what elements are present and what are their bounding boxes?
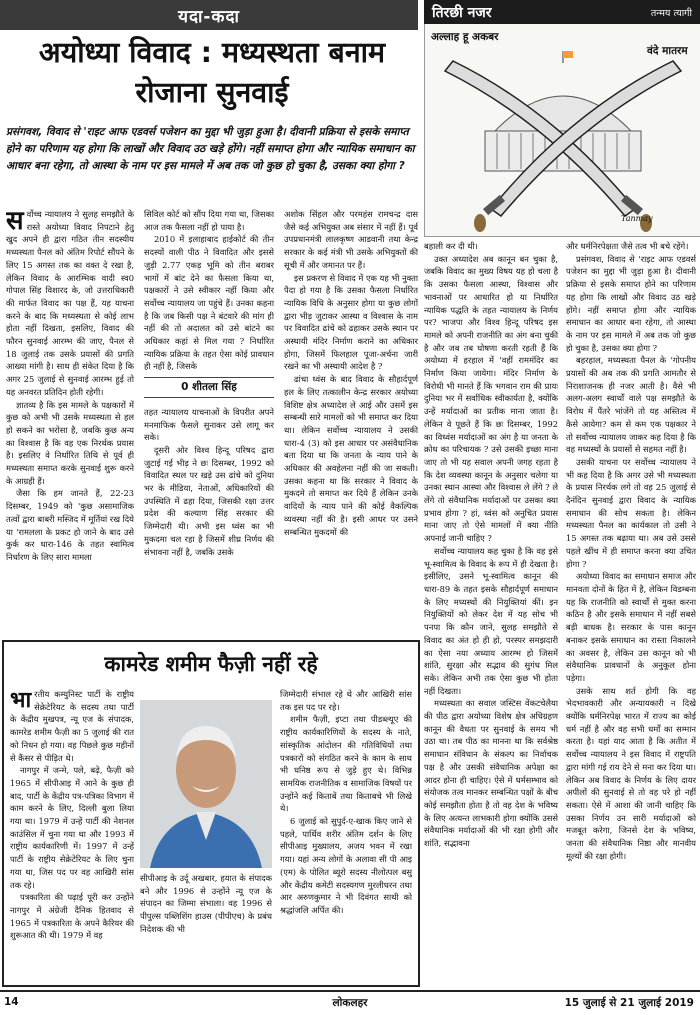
article-column-5 — [566, 240, 696, 988]
paragraph: रतीय कम्युनिस्ट पार्टी के राष्ट्रीय सेक्रेटेरियट के सदस्य तथा पार्टी के केंद्रीय मुखपत्र, न्यू एज के संपादक, कामरेड शमीम फैज़ी का 5 जुलाई की रात को निधन हो गया। वह पिछले कुछ महीनों से कैंसर से पीड़ित थे। — [10, 689, 134, 763]
paragraph: र्वोच्च न्यायालय ने सुलह समझौते के रास्ते अयोध्या विवाद निपटाने हेतु खुद अपने ही द्वारा गठित तीन सदस्यीय मध्यस्थता पैनल को अंतिम रिपोर्ट सौंपने के लिए 15 अगस्त तक का वक्त दे रखा है, लेकिन विवाद के आरम्भिक वादी स्व0 गोपाल सिंह विशारद के, जो उत्तराधिकारी की मार्फत विवाद का पक्ष हैं, यह याचना करने के बाद कि मध्यस्थता से कोई लाभ होता नहीं दिखता, इसलिए, विवाद की फौरन सुनवाई आरम्भ की जाए, पैनल से 18 जुलाई तक उसके प्रयासों की प्रगति आख्या मांगी है। साथ ही संकेत दिया है कि अगर 25 जुलाई से सुनवाई आरम्भ हुई तो यह अनवरत प्रतिदिन होती रहेगी। — [6, 209, 134, 397]
paragraph: ज्ञातव्य है कि इस मामले के पक्षकारों में कुछ को अभी भी उसके मध्यस्थता से हल हो सकने का भरोसा है, जबकि कुछ अन्य का विश्वास है कि वह एक निरर्थक प्रयास है। इसलिए वे निर्धारित तिथि से पूर्व ही मध्यस्थता समाप्त करके सुनवाई शुरू करने के आग्रही हैं। — [6, 399, 134, 486]
article-column-3 — [284, 208, 418, 628]
obituary-column-3 — [280, 688, 412, 984]
paragraph: 6 जुलाई को सुपुर्द-ए-खाक किए जाने से पहले, पार्थिव शरीर अंतिम दर्शन के लिए सीपीआइ मुख्यालय, अजय भवन में रखा गया। यहां अन्य लोगों के अलावा सी पी आइ (एम) के पोलित ब्यूरो सदस्य नीलोत्पल बसु और केंद्रीय कमेटी सदस्यगण मुरलीधरन तथा आर अरुणकुमार ने भी दिवंगत साथी को श्रद्धांजलि अर्पित की। — [280, 816, 412, 915]
article-column-1 — [6, 208, 134, 628]
page-number: 14 — [4, 996, 19, 1008]
paragraph: नागपुर में जन्मे, पले, बढ़े, फैज़ी को 1965 में सीपीआइ में आने के कुछ ही बाद, पार्टी के केंद्रीय पत्र-पत्रिका विभाग में काम करने के लिए, दिल्ली बुला लिया गया था। 1979 में उन्हें पार्टी की नेशनल काउंसिल में चुना गया था और 1993 में राष्ट्रीय कार्यकारिणी में। 1997 में उन्हें पार्टी के राष्ट्रीय सेक्रेटेरियट के लिए चुना गया था, जिस पद पर वह आखिरी सांस तक रहे। — [10, 765, 134, 890]
headline — [6, 33, 418, 113]
paragraph: दूसरी ओर विश्व हिन्दू परिषद द्वारा जुटाई गई भीड़ ने छः दिसम्बर, 1992 को विवादित स्थल पर खड़े उस ढांचे को दुनिया भर के मीडिया, नेताओं, अधिकारियों की उपस्थिति में ढहा दिया, जिसकी रक्षा उत्तर प्रदेश की कल्याण सिंह सरकार की जिम्मेदारी थी। अभी इस ध्वंस का भी मुकदमा चल रहा है जिसमें शीघ्र निर्णय की संभावना नहीं है, जबकि उसके — [144, 444, 274, 557]
dropcap: भा — [10, 688, 32, 713]
paragraph: 2010 में इलाहाबाद हाईकोर्ट की तीन सदस्यों वाली पीठ ने विवादित और इससे जुड़ी 2.77 एकड़ भूमि को तीन बराबर भागों में बांट देने का फैसला किया था, पक्षकारों ने उसे स्वीकार नहीं किया और सर्वोच्च न्यायालय जा पहुंचे हैं। उनका कहना है कि जब किसी पक्ष ने बंटवारे की मांग ही नहीं की तो अदालत को उसे बांटने का अधिकार कहां से मिल गया ? निर्धारित न्यायिक प्रक्रिया के तहत ऐसा कोई प्रावधान ही नहीं है, जिसके — [144, 234, 274, 372]
publication-name: लोकलहर — [332, 997, 368, 1009]
paragraph: शमीम फैज़ी, इप्टा तथा पीडब्ल्यूए की राष्ट्रीय कार्यकारिणियों के सदस्य के नाते, सांस्कृतिक आंदोलन की गतिविधियों तथा पत्रकारों को संगठित करने के काम के साथ भी घनिष्ठ रूप से जुड़े हुए थे। विभिन्न सामयिक राजनीतिक व सामाजिक विषयों पर उन्होंने कई किताबें तथा किताबचे भी लिखे थे। — [280, 714, 412, 814]
paragraph: ढांचा ध्वंस के बाद विवाद के सौहार्दपूर्ण हल के लिए तत्कालीन केन्द्र सरकार अयोध्या विशिष्ट क्षेत्र अध्यादेश ले आई और उसमें इस सम्बन्धी सारे मामलों को भी समाप्त कर दिया था। लेकिन सर्वोच्च न्यायालय ने उसकी धारा-4 (3) को इस आधार पर असंवैधानिक बता दिया था कि जनता के न्याय पाने के अधिकार की अवहेलना नहीं की जा सकती। उसका कहना था कि सरकार ने विवाद के मुकदमे तो समाप्त कर दिये हैं लेकिन उनके वादियों के न्याय पाने की कोई वैकल्पिक व्यवस्था नहीं की है। इसी आधर पर उसने सम्बन्धित मुकदमों की — [284, 374, 418, 537]
article-column-2 — [144, 208, 274, 628]
issue-date: 15 जुलाई से 21 जुलाई 2019 — [564, 997, 694, 1009]
paragraph: बहाली कर दी थी। — [424, 241, 478, 251]
paragraph: अशोक सिंहल और परमहंस रामचन्द्र दास जैसे कई अभियुक्त अब संसार में नहीं हैं। पूर्व उपप्रधानमंत्री लालकृष्ण आडवानी तथा केन्द्र सरकार के कई मंत्री भी उसके अभियुक्तों की सूची में और जमानत पर हैं। — [284, 209, 418, 270]
paragraph: अयोध्या विवाद का समाधान समाज और मानवता दोनों के हित में है, लेकिन विडम्बना यह कि राजनीति को स्वार्थों से मुक्त करना कठिन है और इसके समाधान में नहीं सबसे बड़ी बाधक है। सरकार के पास कानून बनाकर इसके समाधान का रास्ता निकालने का अवसर है, लेकिन उस कानून को भी संवैधानिक प्रावधानों के अनुकूल होना पड़ेगा। — [566, 571, 696, 683]
paragraph: जैसा कि हम जानते हैं, 22-23 दिसम्बर, 1949 को 'कुछ असामाजिक तत्वों द्वारा बाबरी मस्जिद में मूर्तियां रख दिये या 'रामलला के प्रकट हो जाने के बाद उसे कुर्क कर धारा-146 के तहत स्वामित्व निर्धारण के लिए सारा मामला — [6, 488, 134, 562]
paragraph: तहत न्यायालय याचनाओं के विपरीत अपने मनमाफिक फैसले सुनाकर उसे लागू कर सके। — [144, 406, 274, 443]
byline: 0 शीतला सिंह — [144, 377, 274, 398]
cartoon-left-label: अल्लाह हू अकबर — [431, 31, 499, 43]
paragraph: पत्रकारिता की पढ़ाई पूरी कर उन्होंने नागपुर में अंग्रेजी दैनिक हितवाद से 1965 में पत्रकारिता के अपने कैरियर की शुरूआत की थी। 1979 में वह — [10, 892, 134, 941]
paragraph: उसके साथ शर्त होगी कि वह भेदभावकारी और अन्यायकारी न दिखे क्योंकि धर्मनिरपेक्ष भारत में राज्य का कोई धर्म नहीं है और वह सभी धर्मों का सम्मान करता है। यहां याद आता है कि अतीत में सर्वोच्च न्यायालय ने इस विवाद में राष्ट्रपति द्वारा मांगी गई राय देने से मना कर दिया था। लेकिन अब विवाद के निर्णय के लिए दायर अपीलों की सुनवाई से तो वह परे हो नहीं सकता। ऐसे में आशा की जानी चाहिए कि उसका निर्णय उन सारी मर्यादाओं को मजबूत करेगा, जिनसे देश के भविष्य, जनता की संवैधानिक निष्ठा और मानवीय मूल्यों की रक्षा होगी। — [566, 685, 696, 861]
cartoon — [424, 0, 700, 237]
portrait-photo — [140, 700, 272, 868]
paragraph: जिम्मेदारी संभाल रहे थे और आखिरी सांस तक इस पद पर रहे। — [280, 689, 412, 712]
headline-line-1: अयोध्या विवाद : मध्यस्थता बनाम — [38, 36, 386, 69]
headline-line-2: रोजाना सुनवाई — [135, 76, 289, 109]
paragraph: सीपीआइ के उर्दू अखबार, हयात के संपादक बने और 1996 से उन्होंने न्यू एज के संपादन का जिम्मा संभाला। वह 1996 से पीपुल्स पब्लिशिंग हाउस (पीपीएच) के प्रबंध निदेशक की भी — [140, 873, 272, 934]
article-deck: प्रसंगवश, विवाद से 'राइट आफ एडवर्स पजेशन का मुद्दा भी जुड़ा हुआ है। दीवानी प्रक्रिया से इसके समाप्त होने का परिणाम यह होगा कि लाखों और विवाद उठ खड़े होंगे। नहीं समाप्त होगा और न्यायिक समाधान का आधार बना रहेगा, तो आस्था के नाम पर इस मामले में अब तक जो कुछ हो चुका है, उसका क्या होगा ? — [6, 126, 415, 172]
cartoon-artist: तन्मय त्यागी — [650, 7, 692, 19]
page-footer — [0, 990, 700, 1015]
cartoon-column-title: तिरछी नजर — [432, 4, 492, 21]
cartoon-header-bar — [424, 0, 700, 24]
paragraph: बहरहाल, मध्यस्थता पैनल के 'गोपनीय प्रयासों की अब तक की प्रगति आमतौर से निराशाजनक ही नजर आती है। वैसे भी अलग-अलग स्वार्थों वाले पक्ष समझौते के विरोध में पैंतरे भांजेंगे तो यह अस्तित्व में कैसे आयेगा? कम से कम एक पक्षकार ने तो सर्वोच्च न्यायालय जाकर कह दिया है कि वह मध्यस्थों के प्रयासों से सहमत नहीं है। — [566, 355, 696, 455]
cartoon-right-label: वंदे मातरम — [647, 45, 688, 57]
paragraph: सर्वोच्च न्यायालय कह चुका है कि वह इसे भू-स्वामित्व के विवाद के रूप में ही देखता है। इसीलिए, उसने भू-स्वामित्व कानून की धारा-89 के तहत इसके सौहार्दपूर्ण समाधान के लिए मध्यस्थों की नियुक्तियां कीं। इन नियुक्तियों को लेकर देश में यह सोच भी पनपा कि कौन जाने, सुलह समझौते से विवाद का अंत हो ही हो, परस्पर समझदारी का ऐसा नया अध्याय आरम्भ हो जिसमें शांति, सुरक्षा और सद्भाव की सुगंध मिल सके। लेकिन अभी तक ऐसा कुछ भी होता नहीं दिखता। — [424, 545, 558, 696]
article-columns — [6, 208, 418, 628]
obituary-headline: कामरेड शमीम फैज़ी नहीं रहे — [104, 652, 318, 676]
paragraph: प्रसंगवश, विवाद से 'राइट आफ एडवर्स पजेशन का मुद्दा भी जुड़ा हुआ है। दीवानी प्रक्रिया से इसके समाप्त होने का परिणाम यह होगा कि लाखों और विवाद उठ खड़े होंगे। नहीं समाप्त होगा और न्यायिक समाधान का आधार बना रहेगा, तो आस्था के नाम पर इस मामले में अब तक जो कुछ हो चुका है, उसका क्या होगा ? — [566, 253, 696, 353]
portrait-icon — [140, 700, 272, 868]
cartoon-signature: Tanmay — [621, 214, 653, 223]
paragraph: उक्त अध्यादेश अब कानून बन चुका है, जबकि विवाद का मुख्य विषय यह हो चला है कि उसका फैसला आस्था, विश्वास और भावनाओं पर आधारित हो या निर्धारित न्यायिक पद्धति के तहत न्यायालय के निर्णय पर? भाजपा और विश्व हिन्दू परिषद इस मामले को अपनी राजनीति का अंग बना चुकी है और जब तब घोषणा करती रहती हैं कि अयोध्या में हरहाल में 'वहीं राममंदिर का निर्माण किया जायेगा। मंदिर निर्माण के विरोधी भी मानते हैं कि भगवान राम की प्रायः दुनिया भर में सर्वाधिक स्वीकार्यता है, क्योंकि उन्हें मर्यादाओं का प्रतीक माना जाता है। लेकिन वे पूछते हैं कि छः दिसम्बर, 1992 का विध्वंस मर्यादाओं का अंग है या जनता के क्रोध का परिचायक ? उसे उसकी इच्छा माना जाए तो भी यह सवाल अपनी जगह रहता है कि देश व्यवस्था कानून के अनुसार चलेगा या उनका स्थान आस्था और विश्वास ले लेंगे ? ले लेंगे तो संवैधानिक मर्यादाओं पर उसका क्या प्रभाव होगा ? हां, ध्वंस को अनुचित प्रयास माना जाए तो ऐसे मामलों में क्या नीति अपनाई जानी चाहिए ? — [424, 253, 558, 544]
paragraph: इस प्रकरण से विवाद में एक यह भी नुक्ता पैदा हो गया है कि उसका फैसला निर्धारित न्यायिक विधि के अनुसार होगा या कुछ लोगों द्वारा भीड़ जुटाकर आस्था व विश्वास के नाम पर विवादित ढांचे को ढहाकर उसके स्थान पर अस्थायी मंदिर निर्माण कराने का अधिकार होगा, जिसमें फिलहाल पूजा-अर्चना जारी रखने का भी अस्थायी आदेश है ? — [284, 272, 418, 372]
obituary-column-1 — [10, 688, 134, 984]
section-band: यदा-कदा — [0, 0, 418, 30]
article-column-4 — [424, 240, 558, 988]
dropcap: स — [6, 208, 24, 236]
paragraph: उसकी याचना पर सर्वोच्च न्यायालय ने भी कह दिया है कि अगर उसे भी मध्यस्थता के प्रयास निरर्थक लगे तो वह 25 जुलाई से दैनंदिन सुनवाई द्वारा विवाद के न्यायिक समाधान की सोच सकता है। लेकिन मध्यस्थता पैनल का कार्यकाल तो उसी ने 15 अगस्त तक बढ़ाया था। अब उसे उससे पहले खींच में ही समाप्त करना क्या उचित होगा ? — [566, 456, 696, 569]
obituary-under-photo — [140, 872, 272, 984]
paragraph: मध्यस्थता का सवाल जस्टिस वेंकटचेलैया की पीठ द्वारा अयोध्या विशेष क्षेत्र अधिग्रहण कानून की वैधता पर सुनवाई के समय भी उठा था। तब पीठ का मानना था कि सर्वश्रेष्ठ समाधान संविधान के संकल्प का निर्वाचक पक्ष है और उसकी संवैधानिक अपेक्षा का आदर होना ही चाहिए। ऐसे में धर्मसम्भाव को संयोजक तत्व मानकर सम्बन्धित पक्षों के बीच कोई समझौता होता है तो वह देश के भविष्य के लिए अत्यन्त लाभकारी होगा क्योंकि उससे संवैधानिक मर्यादाओं की भी रक्षा होगी और शांति, सद्भावना — [424, 698, 558, 849]
paragraph: और धर्मनिरपेक्षता जैसे तत्व भी बचे रहेंगे। — [566, 241, 689, 251]
paragraph: सिविल कोर्ट को सौंप दिया गया था, जिसका आज तक फैसला नहीं हो पाया है। — [144, 209, 274, 232]
